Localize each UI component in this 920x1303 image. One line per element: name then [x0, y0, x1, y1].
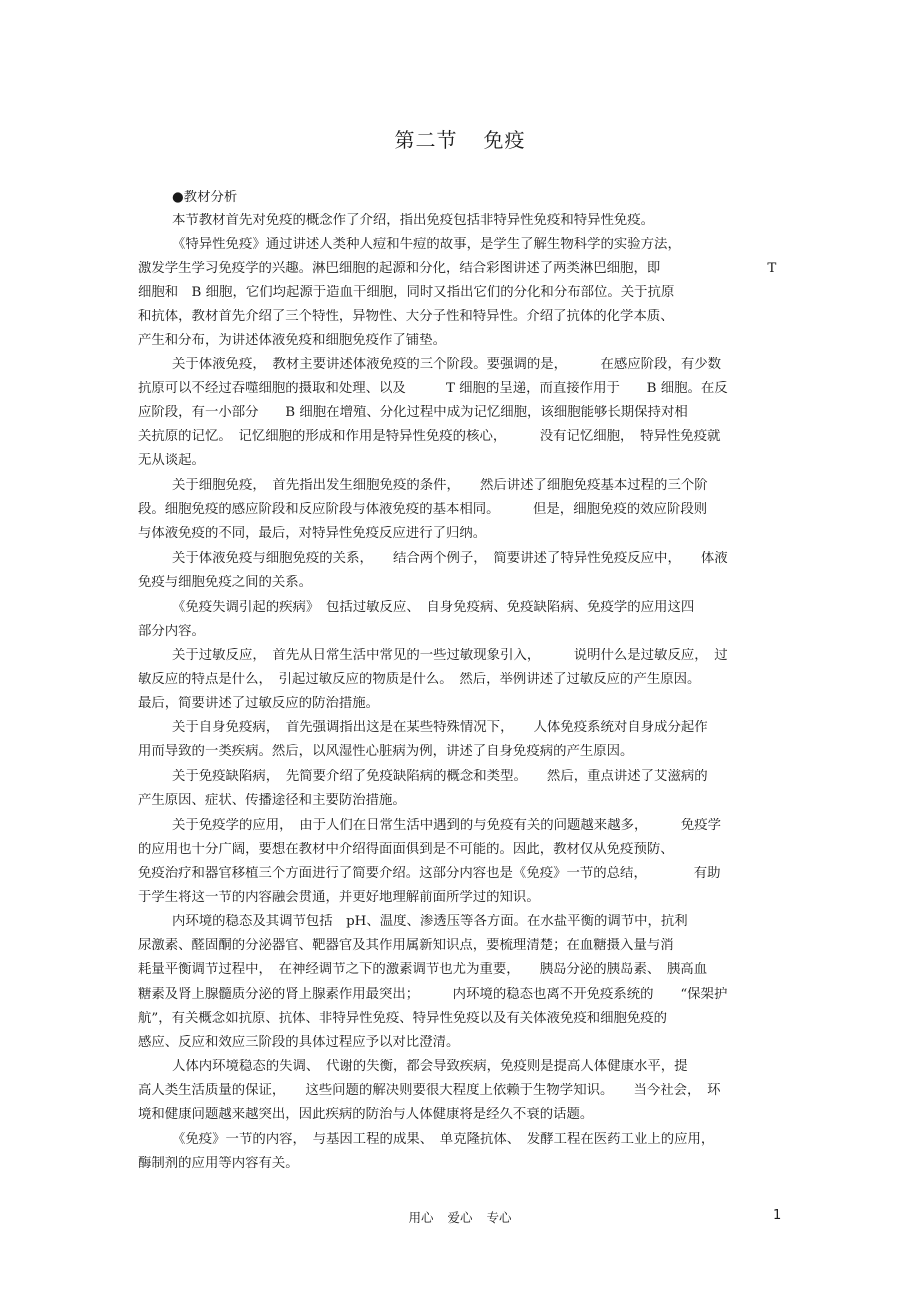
paragraph-line: 激发学生学习免疫学的兴趣。淋巴细胞的起源和分化，结合彩图讲述了两类淋巴细胞，即 T	[138, 261, 777, 276]
section-heading: ●教材分析	[172, 190, 238, 205]
paragraph-line: 最后，简要讲述了过敏反应的防治措施。	[138, 696, 380, 711]
paragraph-line: 高人类生活质量的保证， 这些问题的解决则要很大程度上依赖于生物学知识。 当今社会， 环	[138, 1083, 721, 1098]
paragraph-line: 应阶段，有一小部分 B 细胞在增殖、分化过程中成为记忆细胞，该细胞能够长期保持对相	[138, 405, 688, 420]
paragraph-line: 《免疫》一节的内容， 与基因工程的成果、 单克隆抗体、 发酵工程在医药工业上的应用，	[172, 1132, 715, 1147]
page-title	[0, 124, 920, 153]
paragraph-line: 《免疫失调引起的疾病》 包括过敏反应、 自身免疫病、免疫缺陷病、免疫学的应用这四	[172, 600, 695, 615]
paragraph-line: 关于免疫学的应用， 由于人们在日常生活中遇到的与免疫有关的问题越来越多， 免疫学	[172, 818, 722, 833]
footer-word-2: 爱心	[447, 1210, 473, 1225]
page-number: 1	[773, 1208, 782, 1223]
paragraph-line: 段。细胞免疫的感应阶段和反应阶段与体液免疫的基本相同。 但是，细胞免疫的效应阶段则	[138, 502, 708, 517]
paragraph-line: 和抗体，教材首先介绍了三个特性，异物性、大分子性和特异性。介绍了抗体的化学本质、	[138, 309, 674, 324]
paragraph-line: 免疫与细胞免疫之间的关系。	[138, 575, 313, 590]
paragraph-line: 关于免疫缺陷病， 先简要介绍了免疫缺陷病的概念和类型。 然后，重点讲述了艾滋病的	[172, 769, 708, 784]
paragraph-line: 产生和分布，为讲述体液免疫和细胞免疫作了铺垫。	[138, 333, 446, 348]
paragraph-line: 耗量平衡调节过程中， 在神经调节之下的激素调节也尤为重要， 胰岛分泌的胰岛素、 胰高血	[138, 962, 708, 977]
paragraph-line: 免疫治疗和器官移植三个方面进行了简要介绍。这部分内容也是《免疫》一节的总结， 有助	[138, 866, 721, 881]
title-part-2: 免疫	[483, 128, 526, 152]
paragraph-line: 与体液免疫的不同，最后，对特异性免疫反应进行了归纳。	[138, 526, 487, 541]
paragraph-line: 细胞和 B 细胞，它们均起源于造血干细胞，同时又指出它们的分化和分布部位。关于抗原	[138, 285, 675, 300]
footer-word-1: 用心	[408, 1210, 434, 1225]
paragraph-line: 内环境的稳态及其调节包括 pH、温度、渗透压等各方面。在水盐平衡的调节中，抗利	[172, 914, 688, 929]
paragraph-line: 感应、反应和效应三阶段的具体过程应予以对比澄清。	[138, 1035, 460, 1050]
paragraph-line: 关于细胞免疫， 首先指出发生细胞免疫的条件， 然后讲述了细胞免疫基本过程的三个阶	[172, 478, 708, 493]
footer-word-3: 专心	[486, 1210, 512, 1225]
paragraph-line: 糖素及肾上腺髓质分泌的肾上腺素作用最突出； 内环境的稳态也离不开免疫系统的 “保架护	[138, 987, 728, 1002]
paragraph-line: 酶制剂的应用等内容有关。	[138, 1156, 299, 1171]
paragraph-line: 抗原可以不经过吞噬细胞的摄取和处理、以及 T 细胞的呈递，而直接作用于 B 细胞。在反	[138, 381, 728, 396]
paragraph-line: 关于体液免疫与细胞免疫的关系， 结合两个例子， 简要讲述了特异性免疫反应中， 体液	[172, 551, 728, 566]
paragraph-line: 关抗原的记忆。 记忆细胞的形成和作用是特异性免疫的核心， 没有记忆细胞， 特异性免疫就	[138, 429, 721, 444]
paragraph-line: 本节教材首先对免疫的概念作了介绍，指出免疫包括非特异性免疫和特异性免疫。	[172, 213, 655, 228]
paragraph-line: 部分内容。	[138, 624, 205, 639]
paragraph-line: 于学生将这一节的内容融会贯通，并更好地理解前面所学过的知识。	[138, 890, 540, 905]
paragraph-line: 人体内环境稳态的失调、 代谢的失衡，都会导致疾病，免疫则是提高人体健康水平，提	[172, 1059, 688, 1074]
paragraph-line: 尿激素、醛固酮的分泌器官、靶器官及其作用属新知识点，要梳理清楚；在血糖摄入量与消	[138, 938, 674, 953]
paragraph-line: 《特异性免疫》通过讲述人类种人痘和牛痘的故事，是学生了解生物科学的实验方法，	[172, 237, 681, 252]
paragraph-line: 关于过敏反应， 首先从日常生活中常见的一些过敏现象引入， 说明什么是过敏反应， 过	[172, 648, 728, 663]
paragraph-line: 用而导致的一类疾病。然后，以风湿性心脏病为例，讲述了自身免疫病的产生原因。	[138, 744, 634, 759]
page-footer	[0, 1208, 920, 1226]
paragraph-line: 航”，有关概念如抗原、抗体、非特异性免疫、特异性免疫以及有关体液免疫和细胞免疫的	[138, 1011, 668, 1026]
title-part-1: 第二节	[394, 128, 458, 152]
paragraph-line: 的应用也十分广阔，要想在教材中介绍得面面俱到是不可能的。因此，教材仅从免疫预防、	[138, 842, 674, 857]
paragraph-line: 关于体液免疫， 教材主要讲述体液免疫的三个阶段。要强调的是， 在感应阶段，有少数	[172, 357, 722, 372]
paragraph-line: 敏反应的特点是什么， 引起过敏反应的物质是什么。 然后，举例讲述了过敏反应的产生原因。	[138, 672, 701, 687]
paragraph-line: 无从谈起。	[138, 453, 205, 468]
paragraph-line: 产生原因、症状、传播途径和主要防治措施。	[138, 793, 406, 808]
paragraph-line: 境和健康问题越来越突出，因此疾病的防治与人体健康将是经久不衰的话题。	[138, 1107, 594, 1122]
paragraph-line: 关于自身免疫病， 首先强调指出这是在某些特殊情况下， 人体免疫系统对自身成分起作	[172, 720, 708, 735]
